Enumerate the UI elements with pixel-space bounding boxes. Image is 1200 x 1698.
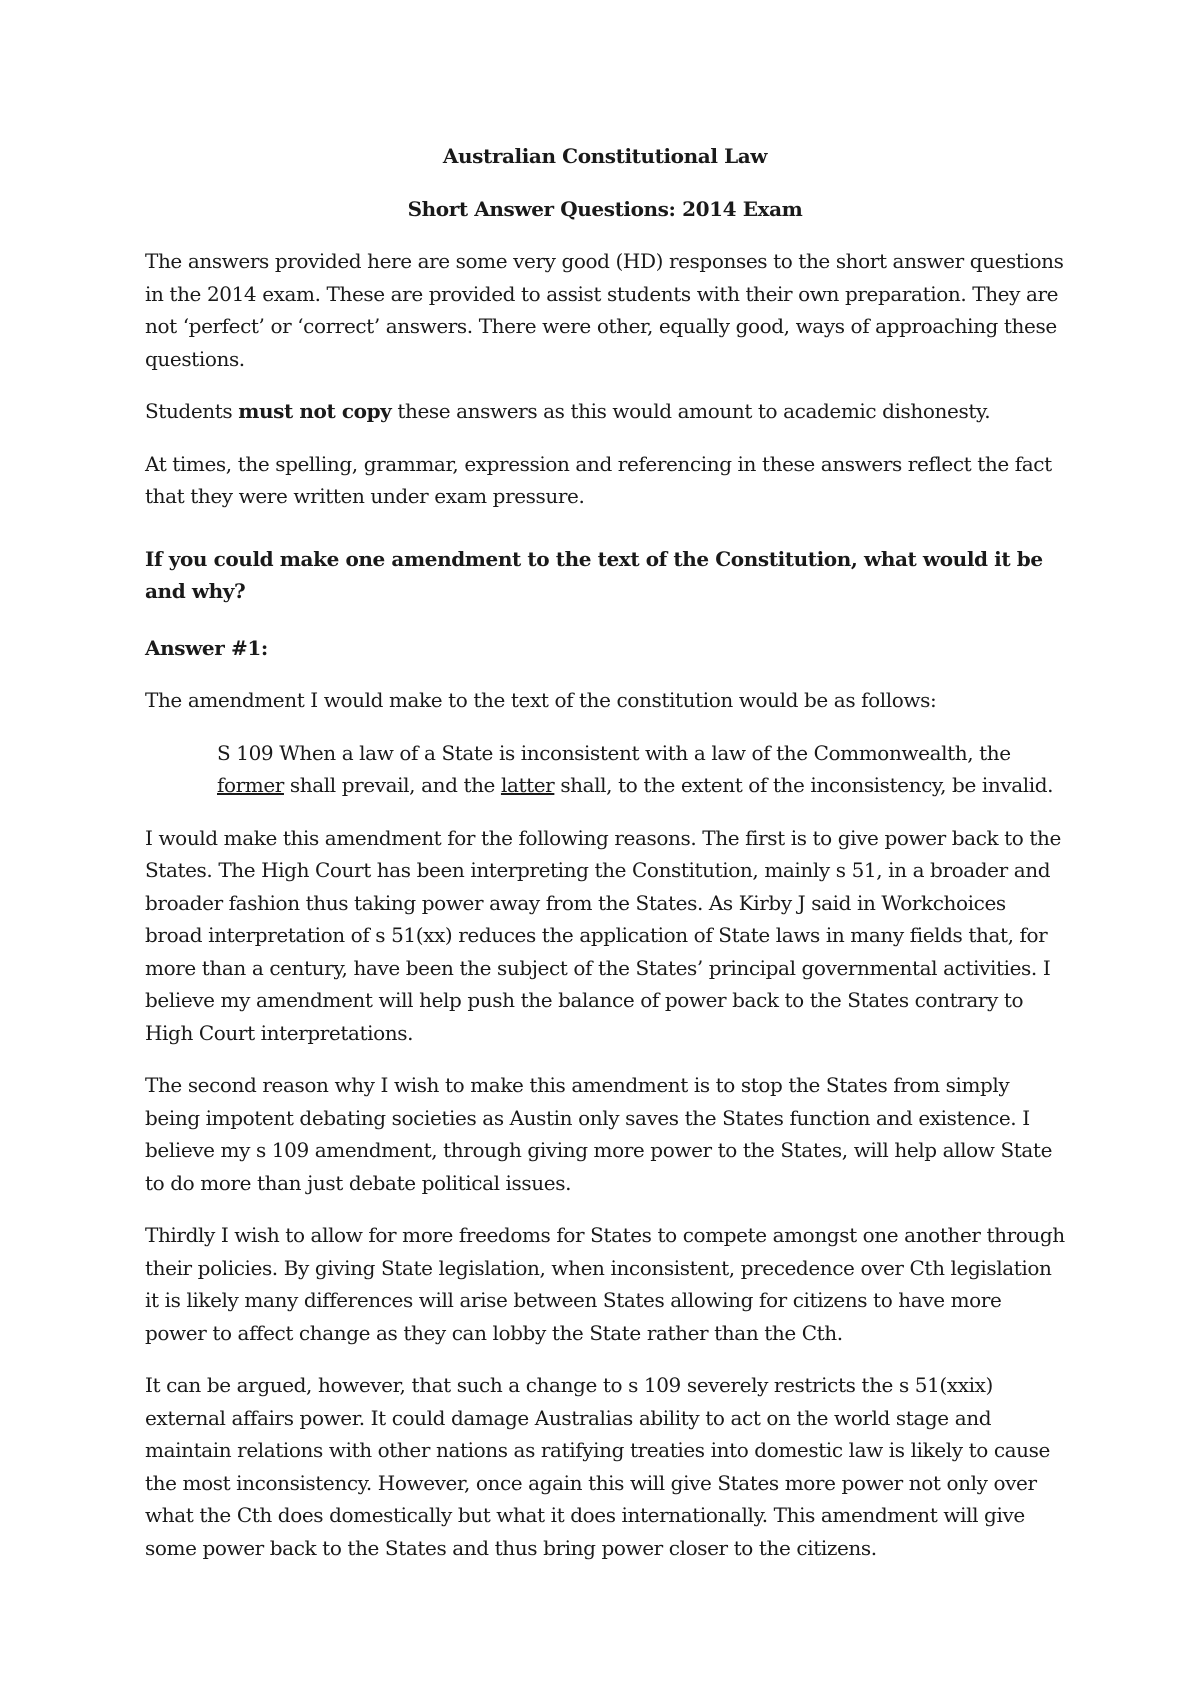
warning-text-after: these answers as this would amount to academic dishonesty. [391, 399, 991, 423]
document-title: Australian Constitutional Law [442, 144, 768, 168]
amendment-latter: latter [500, 773, 555, 797]
warning-paragraph [145, 395, 1065, 428]
amendment-former: former [217, 773, 284, 797]
amendment-quote [217, 737, 1065, 802]
note-paragraph: At times, the spelling, grammar, expression and referencing in these answers reflect the fact that they were written under exam pressure. [145, 451, 1052, 508]
answer-paragraph-1: I would make this amendment for the following reasons. The first is to give power back to the States. The High Court has been interpreting the Constitution, mainly s 51, in a broader and broader fashion thus taking power away from the States. As Kirby J said in Workchoices broad interpretation of s 51(xx) reduces the application of State laws in many fields that, for more than a century, have been the subject of the States’ principal governmental activities. I believe my amendment will help push the balance of power back to the States contrary to High Court interpretations. [145, 825, 1061, 1045]
question-heading: If you could make one amendment to the text of the Constitution, what would it be and why? [145, 546, 1043, 603]
warning-emphasis: must not copy [238, 399, 392, 423]
answer-label: Answer #1: [145, 635, 268, 660]
amendment-text-3: shall, to the extent of the inconsistency, be invalid. [554, 773, 1054, 797]
warning-text-before: Students [145, 399, 239, 423]
document-subtitle: Short Answer Questions: 2014 Exam [407, 196, 803, 221]
answer-paragraph-2: The second reason why I wish to make this amendment is to stop the States from simply being impotent debating societies as Austin only saves the States function and existence. I believe my s 109 amendment, through giving more power to the States, will help allow State to do more than just debate political issues. [145, 1073, 1052, 1195]
answer-paragraph-4: It can be argued, however, that such a change to s 109 severely restricts the s 51(xxix) external affairs power. It could damage Australias ability to act on the world stage and maintain relations with other nations as ratifying treaties into domestic law is likely to cause the most inconsistency. However, once again this will give States more power not only over what the Cth does domestically but what it does internationally. This amendment will give some power back to the States and thus bring power closer to the citizens. [145, 1373, 1050, 1560]
answer-paragraph-3: Thirdly I wish to allow for more freedoms for States to compete amongst one another through their policies. By giving State legislation, when inconsistent, precedence over Cth legislation it is likely many differences will arise between States allowing for citizens to have more power to affect change as they can lobby the State rather than the Cth. [145, 1223, 1065, 1345]
document-body [145, 140, 1065, 1584]
amendment-text-1: S 109 When a law of a State is inconsistent with a law of the Commonwealth, the [217, 740, 1011, 765]
answer-intro: The amendment I would make to the text of the constitution would be as follows: [145, 688, 937, 712]
amendment-text-2: shall prevail, and the [283, 773, 501, 797]
intro-paragraph: The answers provided here are some very good (HD) responses to the short answer questions in the 2014 exam. These are provided to assist students with their own preparation. They are not ‘perfect’ or ‘correct’ answers. There were other, equally good, ways of approaching these questions. [145, 249, 1064, 371]
